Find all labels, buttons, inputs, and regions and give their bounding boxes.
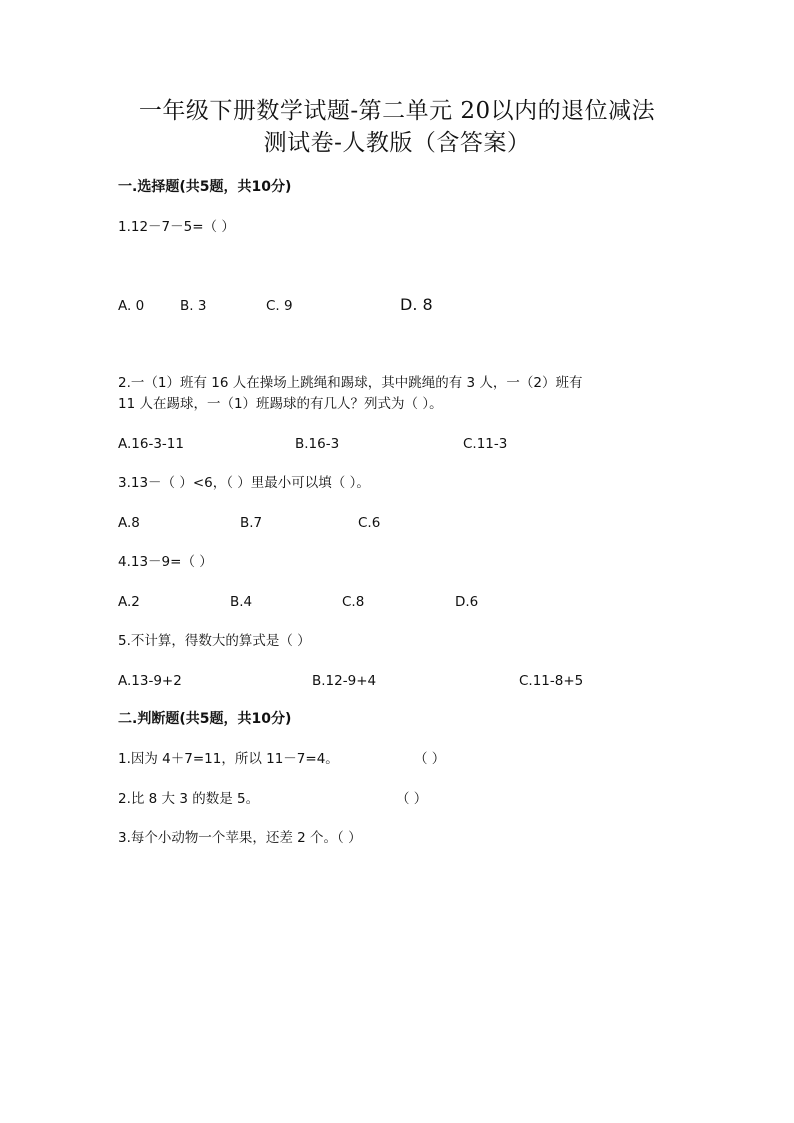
page-title-line-2: 测试卷-人教版（含答案） [263,130,531,156]
option-1-4-c: C.8 [342,594,365,610]
question-1-2-line-2: 11 人在踢球，一（1）班踢球的有几人？列式为（ ）。 [118,396,443,412]
question-1-2-line-1: 2.一（1）班有 16 人在操场上跳绳和踢球，其中跳绳的有 3 人，一（2）班有 [118,375,583,391]
page-title-line-1: 一年级下册数学试题-第二单元 20以内的退位减法 [138,98,656,124]
option-1-1-d: D. 8 [400,295,433,314]
option-1-4-b: B.4 [230,594,253,610]
answer-blank-2-1: （ ） [414,751,446,767]
question-1-5: 5.不计算，得数大的算式是（ ） [118,633,311,649]
option-1-3-a: A.8 [118,515,140,531]
option-1-2-a: A.16-3-11 [118,436,184,452]
option-1-1-a: A. 0 [118,298,145,314]
question-2-1: 1.因为 4＋7=11，所以 11－7=4。 [118,751,339,767]
question-1-3: 3.13－（ ）<6，（ ）里最小可以填（ ）。 [118,475,370,491]
option-1-3-b: B.7 [240,515,263,531]
section-heading-judgement: 二.判断题(共5题，共10分) [118,711,292,727]
option-1-5-c: C.11-8+5 [519,673,584,689]
option-1-2-b: B.16-3 [295,436,340,452]
option-1-1-c: C. 9 [266,298,293,314]
option-1-5-b: B.12-9+4 [312,673,377,689]
option-1-2-c: C.11-3 [463,436,508,452]
question-1-1: 1.12－7－5=（ ） [118,219,235,235]
question-2-3: 3.每个小动物一个苹果，还差 2 个。（ ） [118,830,362,846]
answer-blank-2-2: （ ） [396,791,428,807]
option-1-5-a: A.13-9+2 [118,673,182,689]
option-1-3-c: C.6 [358,515,381,531]
option-1-1-b: B. 3 [180,298,207,314]
section-heading-choice: 一.选择题(共5题，共10分) [118,179,292,195]
option-1-4-a: A.2 [118,594,140,610]
question-1-4: 4.13－9=（ ） [118,554,213,570]
option-1-4-d: D.6 [455,594,479,610]
question-2-2: 2.比 8 大 3 的数是 5。 [118,791,260,807]
